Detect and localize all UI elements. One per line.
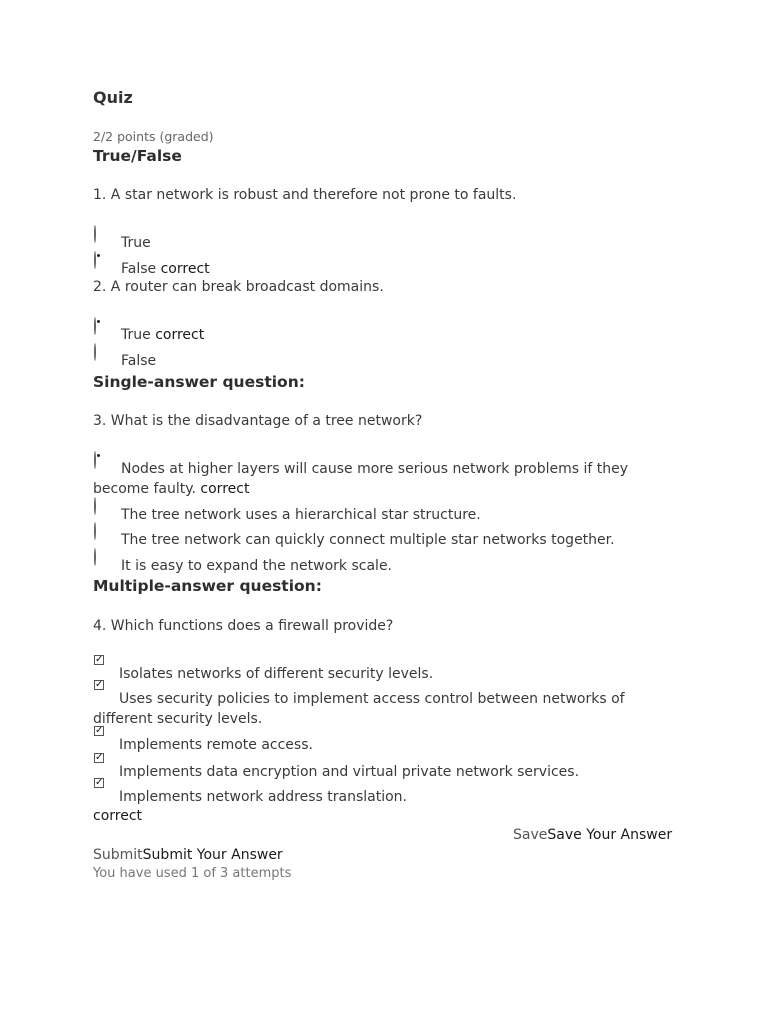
q2-option-false[interactable] <box>93 351 156 371</box>
q3-option-4[interactable] <box>93 556 392 576</box>
submit-long-label: Submit Your Answer <box>142 847 283 863</box>
question-1-text: 1. A star network is robust and therefore not prone to faults. <box>93 187 517 203</box>
q3-radio-4[interactable] <box>94 548 96 566</box>
question-4-text: 4. Which functions does a firewall provide? <box>93 618 394 634</box>
section-heading-multiple-answer: Multiple-answer question: <box>93 577 322 595</box>
submit-short-label: Submit <box>93 847 143 863</box>
q3-option-2-label: The tree network uses a hierarchical star structure. <box>121 507 481 523</box>
save-short-label: Save <box>513 827 548 843</box>
q4-correct-indicator: correct <box>93 808 143 824</box>
q2-option-false-label: False <box>121 353 157 369</box>
q3-option-3-label: The tree network can quickly connect multiple star networks together. <box>121 532 615 548</box>
q3-correct-indicator: correct <box>200 481 250 497</box>
q3-radio-2[interactable] <box>94 497 96 515</box>
q3-option-1-label: Nodes at higher layers will cause more serious network problems if they become faulty. <box>93 461 629 497</box>
attempts-status: You have used 1 of 3 attempts <box>93 866 292 881</box>
q4-option-4-label: Implements data encryption and virtual private network services. <box>119 764 580 780</box>
question-2-text: 2. A router can break broadcast domains. <box>93 279 384 295</box>
q3-option-3[interactable] <box>93 530 615 550</box>
q4-checkbox-4[interactable]: ✓ <box>95 752 104 763</box>
q4-option-5[interactable] <box>93 777 407 807</box>
q4-checkbox-5[interactable]: ✓ <box>95 777 104 788</box>
save-long-label: Save Your Answer <box>547 827 673 843</box>
q4-option-2[interactable] <box>93 679 673 729</box>
q3-option-4-label: It is easy to expand the network scale. <box>121 558 393 574</box>
q4-option-3-label: Implements remote access. <box>119 737 313 753</box>
q3-radio-3[interactable] <box>94 522 96 540</box>
quiz-title: Quiz <box>93 88 133 107</box>
section-heading-true-false: True/False <box>93 147 182 165</box>
q4-option-5-label: Implements network address translation. <box>119 789 407 805</box>
points-status: 2/2 points (graded) <box>93 129 214 144</box>
q4-option-4[interactable] <box>93 752 580 782</box>
q1-option-true-label: True <box>121 235 151 251</box>
q3-option-1[interactable] <box>93 459 673 499</box>
q4-checkbox-2[interactable]: ✓ <box>95 679 104 690</box>
q3-option-2[interactable] <box>93 505 481 525</box>
q4-checkbox-3[interactable]: ✓ <box>95 725 104 736</box>
save-button[interactable] <box>513 827 672 843</box>
q1-correct-indicator: correct <box>160 261 210 277</box>
q1-option-true[interactable] <box>93 233 151 253</box>
q3-radio-1[interactable] <box>94 451 96 469</box>
section-heading-single-answer: Single-answer question: <box>93 373 305 391</box>
q2-radio-true[interactable] <box>94 317 96 335</box>
q1-option-false[interactable] <box>93 259 210 279</box>
q4-checkbox-1[interactable]: ✓ <box>95 654 104 665</box>
q4-option-1-label: Isolates networks of different security levels. <box>119 666 434 682</box>
submit-button[interactable] <box>93 847 283 863</box>
q2-correct-indicator: correct <box>155 327 205 343</box>
q4-option-1[interactable] <box>93 654 434 684</box>
q4-option-2-label: Uses security policies to implement access control between networks of different security levels. <box>93 691 625 727</box>
q2-option-true[interactable] <box>93 325 204 345</box>
q1-radio-false[interactable] <box>94 251 96 269</box>
question-3-text: 3. What is the disadvantage of a tree network? <box>93 413 423 429</box>
q2-option-true-label: True <box>121 327 151 343</box>
q4-option-3[interactable] <box>93 725 313 755</box>
q1-radio-true[interactable] <box>94 225 96 243</box>
q1-option-false-label: False <box>121 261 157 277</box>
q2-radio-false[interactable] <box>94 343 96 361</box>
